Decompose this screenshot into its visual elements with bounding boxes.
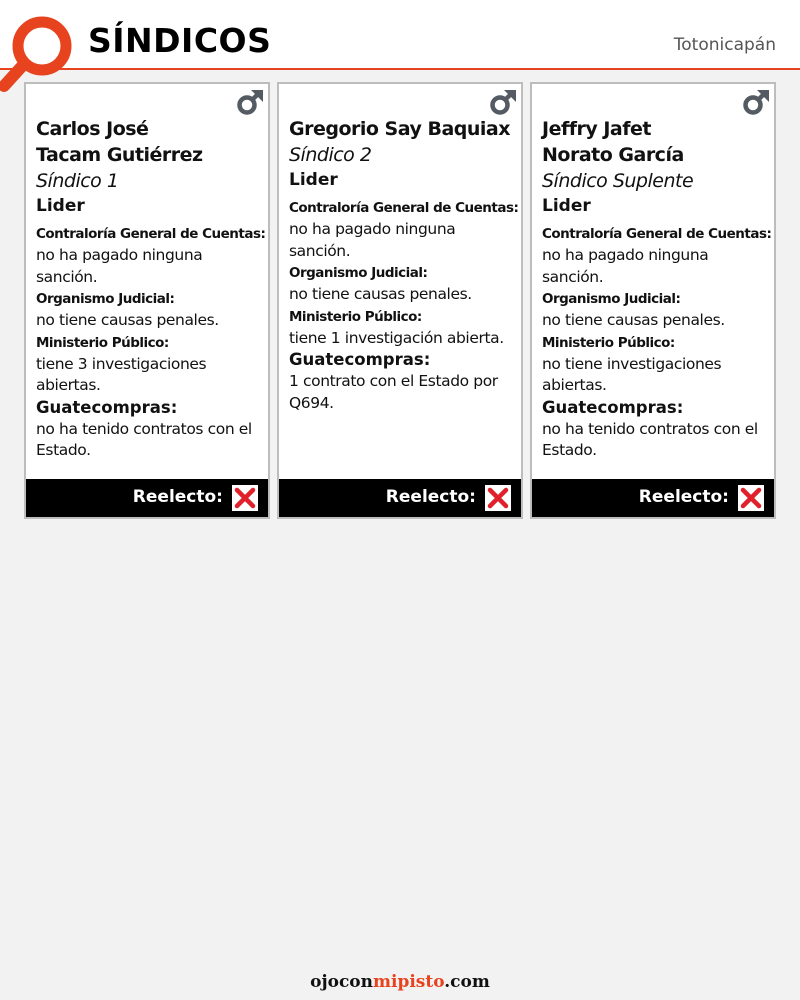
- ministerio-label: Ministerio Público:: [289, 308, 422, 325]
- candidate-party: Lider: [289, 170, 338, 190]
- candidate-card: [530, 82, 776, 519]
- contraloria-value: no ha pagado ninguna sanción.: [542, 246, 709, 286]
- contraloria-value: no ha pagado ninguna sanción.: [289, 220, 456, 260]
- guatecompras-label: Guatecompras:: [36, 397, 178, 417]
- candidate-role: Síndico Suplente: [542, 170, 694, 192]
- ministerio-value: tiene 1 investigación abierta.: [289, 328, 504, 347]
- male-icon: [236, 88, 264, 116]
- ministerio-value: tiene 3 investigaciones abiertas.: [36, 354, 207, 394]
- judicial-label: Organismo Judicial:: [289, 265, 428, 281]
- candidate-party: Lider: [542, 196, 591, 216]
- guatecompras-value: no ha tenido contratos con el Estado.: [36, 419, 252, 459]
- guatecompras-label: Guatecompras:: [542, 397, 684, 417]
- judicial-label: Organismo Judicial:: [36, 291, 175, 307]
- contraloria-label: Contraloría General de Cuentas:: [542, 226, 772, 242]
- x-icon: [738, 485, 764, 511]
- x-icon: [232, 485, 258, 511]
- candidate-role: Síndico 1: [36, 170, 119, 192]
- reelecto-label: Reelecto:: [385, 487, 476, 507]
- x-icon: [485, 485, 511, 511]
- candidate-role: Síndico 2: [289, 144, 372, 166]
- site-name-part: ojocon: [310, 972, 373, 992]
- reelecto-bar: [26, 479, 268, 517]
- site-name-highlight: mipisto: [373, 972, 445, 992]
- contraloria-label: Contraloría General de Cuentas:: [289, 200, 519, 216]
- reelecto-bar: [532, 479, 774, 517]
- site-name-domain: .com: [444, 972, 490, 992]
- judicial-value: no tiene causas penales.: [36, 311, 219, 329]
- guatecompras-value: 1 contrato con el Estado por Q694.: [289, 372, 498, 412]
- male-icon: [489, 88, 517, 116]
- candidate-name: Gregorio Say Baquiax: [289, 118, 510, 140]
- reelecto-bar: [279, 479, 521, 517]
- ministerio-label: Ministerio Público:: [542, 334, 675, 351]
- candidate-party: Lider: [36, 196, 85, 216]
- contraloria-value: no ha pagado ninguna sanción.: [36, 246, 203, 286]
- judicial-value: no tiene causas penales.: [542, 311, 725, 329]
- guatecompras-value: no ha tenido contratos con el Estado.: [542, 419, 758, 459]
- reelecto-label: Reelecto:: [638, 487, 729, 507]
- ministerio-label: Ministerio Público:: [36, 334, 169, 351]
- male-icon: [742, 88, 770, 116]
- region-label: Totonicapán: [673, 35, 776, 55]
- candidate-card: [24, 82, 270, 519]
- contraloria-label: Contraloría General de Cuentas:: [36, 226, 266, 242]
- judicial-value: no tiene causas penales.: [289, 285, 472, 303]
- judicial-label: Organismo Judicial:: [542, 291, 681, 307]
- page-title: SÍNDICOS: [88, 21, 272, 60]
- candidate-cards: [24, 82, 776, 520]
- site-footer-link[interactable]: [0, 972, 800, 992]
- ministerio-value: no tiene investigaciones abiertas.: [542, 354, 722, 394]
- candidate-name: Carlos José Tacam Gutiérrez: [36, 118, 203, 166]
- candidate-card: [277, 82, 523, 519]
- reelecto-label: Reelecto:: [132, 487, 223, 507]
- candidate-name: Jeffry Jafet Norato García: [542, 118, 684, 166]
- page-header: [0, 0, 800, 70]
- guatecompras-label: Guatecompras:: [289, 350, 431, 369]
